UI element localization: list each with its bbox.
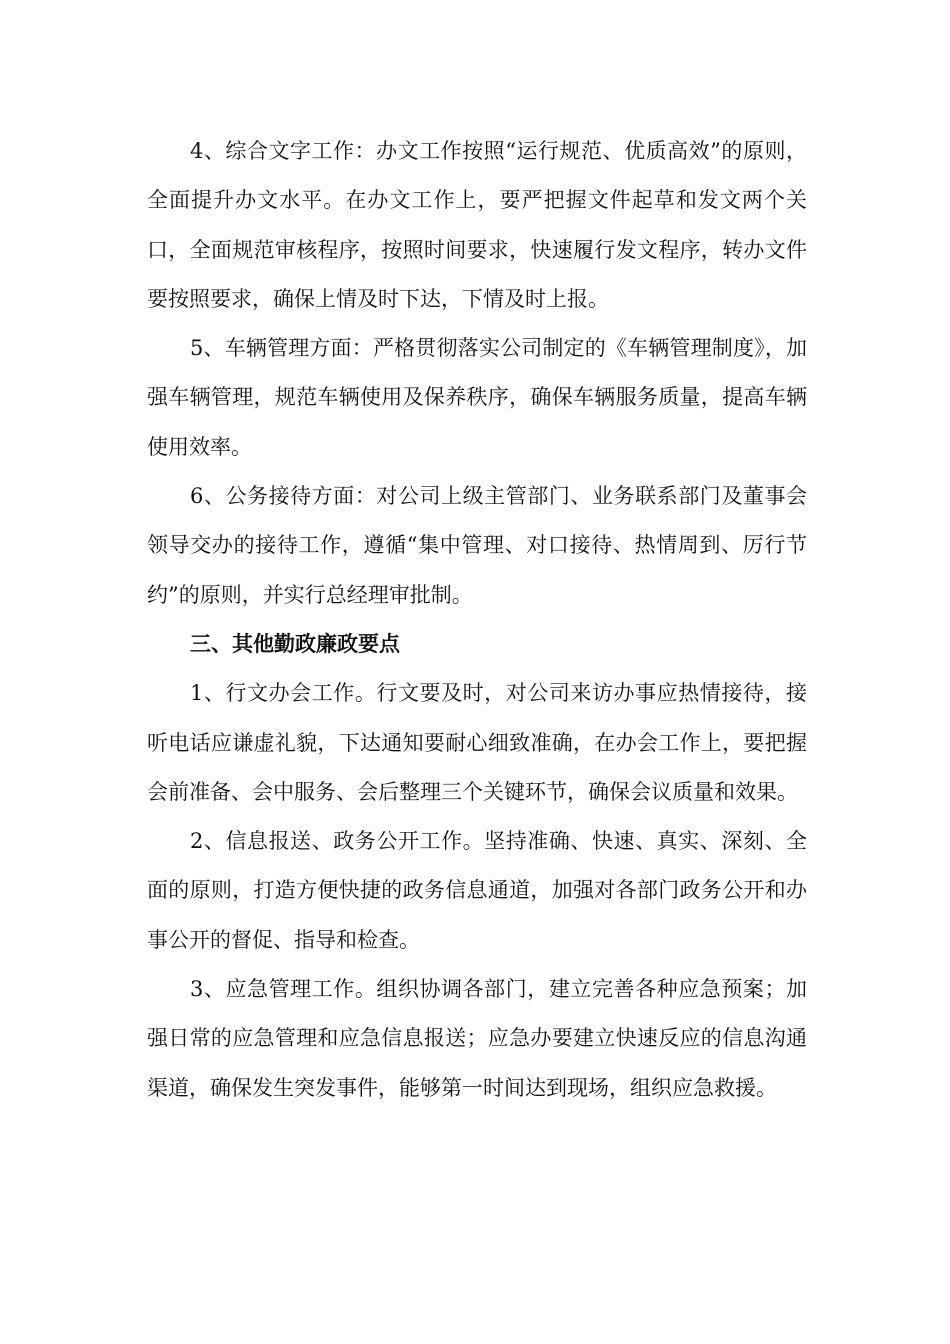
paragraph-document-work: 4、综合文字工作：办文工作按照“运行规范、优质高效”的原则，全面提升办文水平。在办文工作上，要严把握文件起草和发文两个关口，全面规范审核程序，按照时间要求，快速履行发文程序，转办文件要按照要求，确保上情及时下达，下情及时上报。 bbox=[147, 139, 807, 311]
paragraph-official-reception: 6、公务接待方面：对公司上级主管部门、业务联系部门及董事会领导交办的接待工作，遵循“集中管理、对口接待、热情周到、厉行节约”的原则，并实行总经理审批制。 bbox=[147, 484, 807, 607]
section-heading: 三、其他勤政廉政要点 bbox=[190, 631, 400, 656]
paragraph-meetings: 1、行文办会工作。行文要及时，对公司来访办事应热情接待，接听电话应谦虚礼貌，下达通知要耐心细致准确，在办会工作上，要把握会前准备、会中服务、会后整理三个关键环节，确保会议质量和效果。 bbox=[147, 681, 807, 804]
document-body bbox=[147, 127, 807, 1113]
paragraph-emergency-management: 3、应急管理工作。组织协调各部门，建立完善各种应急预案；加强日常的应急管理和应急信息报送；应急办要建立快速反应的信息沟通渠道，确保发生突发事件，能够第一时间达到现场，组织应急救援。 bbox=[147, 977, 807, 1100]
paragraph-vehicle-management: 5、车辆管理方面：严格贯彻落实公司制定的《车辆管理制度》，加强车辆管理，规范车辆使用及保养秩序，确保车辆服务质量，提高车辆使用效率。 bbox=[147, 336, 807, 459]
paragraph-information-disclosure: 2、信息报送、政务公开工作。坚持准确、快速、真实、深刻、全面的原则，打造方便快捷的政务信息通道，加强对各部门政务公开和办事公开的督促、指导和检查。 bbox=[147, 829, 807, 952]
